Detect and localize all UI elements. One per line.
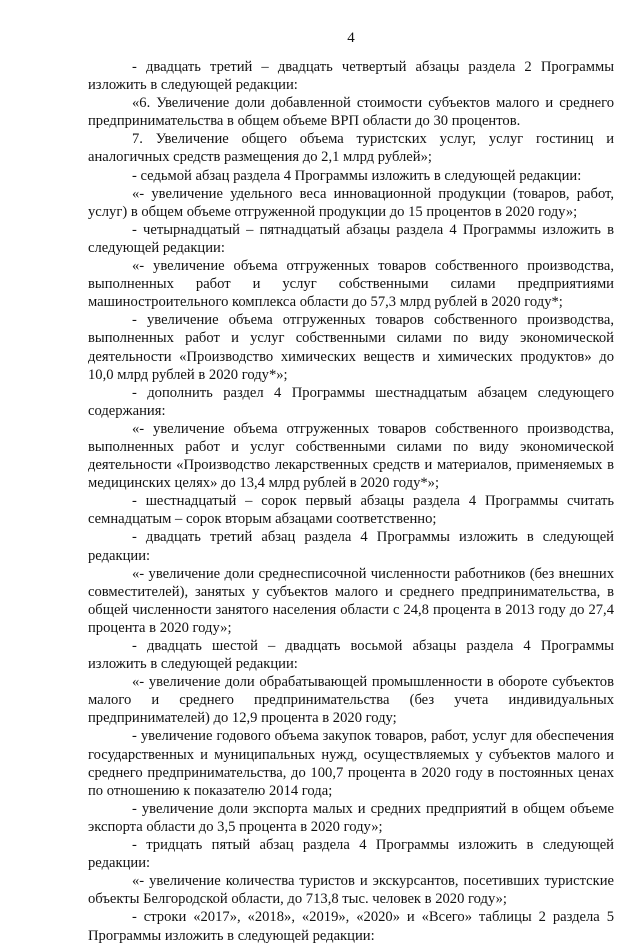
paragraph: - дополнить раздел 4 Программы шестнадцатым абзацем следующего содержания: (88, 384, 614, 419)
paragraph: - увеличение доли экспорта малых и средних предприятий в общем объеме экспорта области до 3,5 процента в 2020 году»; (88, 800, 614, 835)
page-number: 4 (347, 30, 355, 46)
paragraph: - двадцать третий – двадцать четвертый абзацы раздела 2 Программы изложить в следующей редакции: (88, 59, 614, 94)
paragraph: - строки «2017», «2018», «2019», «2020» и «Всего» таблицы 2 раздела 5 Программы изложить в следующей редакции: (88, 909, 614, 944)
paragraph: - увеличение объема отгруженных товаров собственного производства, выполненных работ и услуг собственными силами по виду экономической деятельности «Производство химических веществ и химических продуктов» до 10,0 млрд рублей в 2020 году*»; (88, 312, 614, 383)
paragraph: «- увеличение объема отгруженных товаров собственного производства, выполненных работ и услуг собственными силами предприятиями машиностроительного комплекса области до 57,3 млрд рублей в 2020 году*; (88, 258, 614, 311)
paragraph: - четырнадцатый – пятнадцатый абзацы раздела 4 Программы изложить в следующей редакции: (88, 221, 614, 256)
paragraph: - седьмой абзац раздела 4 Программы изложить в следующей редакции: (132, 167, 582, 184)
paragraph: «- увеличение доли обрабатывающей промышленности в обороте субъектов малого и среднего предпринимательства (без учета индивидуальных предпринимателей) до 12,9 процента в 2020 году; (88, 674, 614, 727)
document-body (88, 58, 614, 945)
paragraph: - шестнадцатый – сорок первый абзацы раздела 4 Программы считать семнадцатым – сорок вторым абзацами соответственно; (88, 493, 614, 528)
paragraph: «- увеличение доли среднесписочной численности работников (без внешних совместителей), занятых у субъектов малого и среднего предпринимательства, в общей численности занятого населения области с 24,8 процента в 2013 году до 27,4 процента в 2020 году»; (88, 565, 614, 636)
paragraph: 7. Увеличение общего объема туристских услуг, услуг гостиниц и аналогичных средств размещения до 2,1 млрд рублей»; (88, 131, 614, 166)
paragraph: «- увеличение удельного веса инновационной продукции (товаров, работ, услуг) в общем объеме отгруженной продукции до 15 процентов в 2020 году»; (88, 185, 614, 220)
paragraph: - двадцать шестой – двадцать восьмой абзацы раздела 4 Программы изложить в следующей редакции: (88, 638, 614, 673)
paragraph: - увеличение годового объема закупок товаров, работ, услуг для обеспечения государственных и муниципальных нужд, осуществляемых у субъектов малого и среднего предпринимательства, до 100,7 процента в 2020 году в постоянных ценах по отношению к показателю 2014 года; (88, 728, 614, 799)
paragraph: «- увеличение объема отгруженных товаров собственного производства, выполненных работ и услуг собственными силами по виду экономической деятельности «Производство лекарственных средств и материалов, применяемых в медицинских целях» до 13,4 млрд рублей в 2020 году*»; (88, 420, 614, 492)
paragraph: - двадцать третий абзац раздела 4 Программы изложить в следующей редакции: (88, 529, 614, 564)
paragraph: «- увеличение количества туристов и экскурсантов, посетивших туристские объекты Белгородской области, до 713,8 тыс. человек в 2020 году»; (88, 873, 614, 908)
paragraph: «6. Увеличение доли добавленной стоимости субъектов малого и среднего предпринимательства в общем объеме ВРП области до 30 процентов. (88, 95, 614, 130)
paragraph: - тридцать пятый абзац раздела 4 Программы изложить в следующей редакции: (88, 837, 614, 872)
